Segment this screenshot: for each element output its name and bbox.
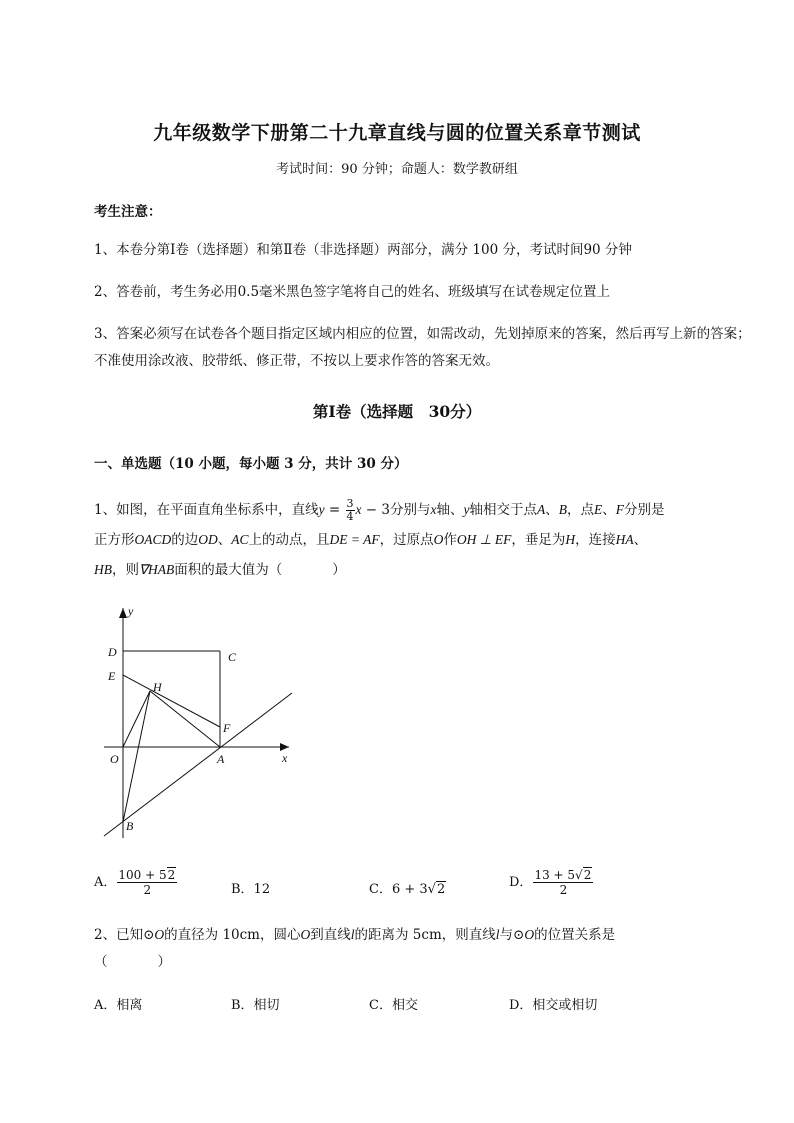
q1-text: 、 bbox=[217, 532, 232, 548]
q1-figure bbox=[94, 600, 304, 845]
label-b: B bbox=[126, 819, 134, 833]
q1-var: OD bbox=[198, 532, 218, 547]
q1-text: ，连接 bbox=[575, 532, 616, 548]
label-e: E bbox=[108, 669, 116, 683]
q1-var: E bbox=[593, 502, 603, 517]
option-text: 2 bbox=[143, 883, 152, 897]
q1-text: 1、如图，在平面直角坐标系中，直线 bbox=[94, 502, 319, 518]
label-d: D bbox=[108, 645, 117, 659]
q1-text: ，则 bbox=[112, 562, 139, 578]
q2-text: 的距离为 5cm，则直线 bbox=[354, 927, 496, 943]
q1-var: O bbox=[433, 532, 444, 547]
question-1 bbox=[94, 495, 734, 585]
q2-text: 与⊙ bbox=[499, 927, 525, 943]
q2-var: O bbox=[154, 927, 165, 942]
option-text: 100 + 5 bbox=[118, 868, 167, 882]
q1-text: 轴、 bbox=[436, 502, 464, 518]
notice-item-1: 1、本卷分第Ⅰ卷（选择题）和第Ⅱ卷（非选择题）两部分，满分 100 分，考试时间90 分钟 bbox=[94, 242, 632, 258]
q1-var: ∇HAB bbox=[139, 562, 175, 577]
q1-option-d[interactable]: D． $\frac{13 + 5√2}{2}$ bbox=[509, 868, 592, 897]
q1-text: 面积的最大值为（ bbox=[174, 562, 283, 578]
q2-option-b[interactable]: B．相切 bbox=[231, 998, 280, 1013]
q1-text: ，点 bbox=[566, 502, 594, 518]
option-radicand: 2 bbox=[167, 868, 176, 882]
q1-var: DE = AF bbox=[329, 532, 380, 547]
fraction-numerator: 3 bbox=[346, 497, 354, 510]
q1-var: A bbox=[536, 502, 546, 517]
option-text: 2 bbox=[559, 883, 568, 897]
q1-option-b[interactable]: B．12 bbox=[231, 882, 271, 897]
exam-info: 考试时间：90 分钟；命题人：数学教研组 bbox=[276, 162, 518, 177]
q2-var: l bbox=[495, 927, 500, 942]
q1-text: 的边 bbox=[171, 532, 199, 548]
q1-option-c[interactable]: C．6 + 3√2 bbox=[369, 882, 446, 897]
q1-var: y bbox=[463, 502, 470, 517]
option-label: C． bbox=[369, 882, 392, 897]
q1-text: = bbox=[324, 502, 345, 518]
q1-text: 、 bbox=[602, 502, 616, 518]
q2-option-a[interactable]: A．相离 bbox=[94, 998, 143, 1013]
option-radicand: 2 bbox=[583, 868, 592, 882]
option-label: D． bbox=[509, 875, 533, 890]
y-axis-arrow bbox=[119, 608, 127, 618]
q1-var: HA bbox=[615, 532, 634, 547]
q2-option-c[interactable]: C．相交 bbox=[369, 998, 418, 1013]
q1-fraction bbox=[346, 498, 355, 523]
q2-var: l bbox=[350, 927, 355, 942]
q2-text: ） bbox=[157, 954, 171, 970]
q1-text: ） bbox=[332, 562, 346, 578]
q1-text: 、 bbox=[545, 502, 559, 518]
q1-text: 作 bbox=[443, 532, 457, 548]
label-o: O bbox=[110, 752, 119, 766]
q2-text: 的直径为 10cm，圆心 bbox=[164, 927, 301, 943]
option-text: 6 + 3 bbox=[391, 882, 428, 897]
option-label: A． bbox=[94, 875, 117, 890]
q1-var: x bbox=[355, 502, 362, 517]
q1-text: ，垂足为 bbox=[511, 532, 566, 548]
q2-text: 到直线 bbox=[310, 927, 351, 943]
label-y: y bbox=[128, 604, 134, 618]
q1-var: F bbox=[615, 502, 624, 517]
q2-var: O bbox=[524, 927, 535, 942]
notice-heading: 考生注意： bbox=[94, 204, 162, 220]
label-h: H bbox=[153, 680, 162, 694]
q1-text: 正方形 bbox=[94, 532, 135, 548]
q1-option-a[interactable] bbox=[94, 868, 178, 897]
q1-var: x bbox=[430, 502, 437, 517]
q1-text: 分别与 bbox=[389, 502, 431, 518]
label-x: x bbox=[282, 751, 288, 765]
question-2 bbox=[94, 921, 744, 976]
q1-text: 上的动点，且 bbox=[248, 532, 330, 548]
x-axis-arrow bbox=[280, 743, 289, 751]
q1-text: 分别是 bbox=[623, 502, 665, 518]
notice-item-2: 2、答卷前，考生务必用0.5毫米黑色签字笔将自己的姓名、班级填写在试卷规定位置上 bbox=[94, 284, 611, 300]
page-title: 九年级数学下册第二十九章直线与圆的位置关系章节测试 bbox=[153, 122, 641, 144]
segment-ef bbox=[123, 675, 220, 727]
q1-var: H bbox=[565, 532, 576, 547]
q2-var: O bbox=[300, 927, 311, 942]
q1-var: HB bbox=[94, 562, 112, 577]
q1-text: ，过原点 bbox=[379, 532, 434, 548]
q2-text: 2、已知⊙ bbox=[94, 927, 155, 943]
line-ab bbox=[104, 693, 292, 836]
option-text: 13 + 5 bbox=[534, 868, 576, 882]
label-a: A bbox=[217, 752, 225, 766]
q1-var: AC bbox=[231, 532, 249, 547]
q2-text: 的位置关系是 bbox=[534, 927, 616, 943]
section-title: 第Ⅰ卷（选择题 30分） bbox=[312, 402, 482, 421]
fraction-denominator: 4 bbox=[346, 510, 354, 523]
q1-text: − 3 bbox=[361, 502, 390, 518]
segment-ha bbox=[150, 691, 220, 747]
segment-hb bbox=[123, 691, 150, 822]
q1-var: OH ⊥ EF bbox=[456, 532, 512, 547]
q1-var: OACD bbox=[134, 532, 172, 547]
notice-item-3: 3、答案必须写在试卷各个题目指定区域内相应的位置，如需改动，先划掉原来的答案，然后再写上新的答案；不准使用涂改液、胶带纸、修正带，不按以上要求作答的答案无效。 bbox=[94, 326, 751, 369]
part-heading: 一、单选题（10 小题，每小题 3 分，共计 30 分） bbox=[94, 456, 408, 472]
label-c: C bbox=[228, 650, 237, 664]
q1-var: B bbox=[558, 502, 567, 517]
q2-text: （ bbox=[94, 954, 108, 970]
label-f: F bbox=[223, 721, 231, 735]
segment-oh bbox=[123, 691, 150, 747]
option-radicand: 2 bbox=[436, 882, 446, 897]
q2-option-d[interactable]: D．相交或相切 bbox=[509, 998, 598, 1013]
q1-text: 、 bbox=[633, 532, 648, 548]
q1-var: y bbox=[318, 502, 325, 517]
q1-text: 轴相交于点 bbox=[469, 502, 537, 518]
